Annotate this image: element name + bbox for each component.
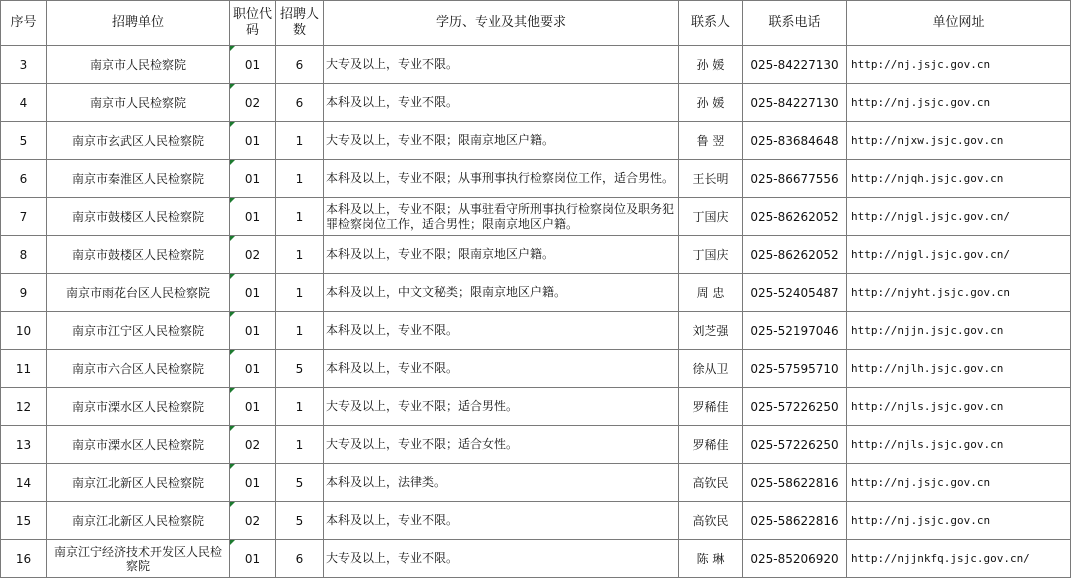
cell-contact[interactable]: 高钦民 xyxy=(679,464,743,502)
table-row xyxy=(1,426,1071,464)
cell-count[interactable]: 5 xyxy=(276,350,324,388)
cell-org[interactable]: 南京江北新区人民检察院 xyxy=(47,502,230,540)
cell-count[interactable]: 1 xyxy=(276,274,324,312)
text-number-marker xyxy=(230,198,235,203)
table-row xyxy=(1,388,1071,426)
cell-url[interactable]: http://njqh.jsjc.gov.cn xyxy=(847,160,1071,198)
cell-req[interactable]: 大专及以上，专业不限。 xyxy=(324,46,679,84)
cell-org[interactable]: 南京市秦淮区人民检察院 xyxy=(47,160,230,198)
table-row xyxy=(1,46,1071,84)
cell-req[interactable]: 大专及以上，专业不限。 xyxy=(324,540,679,578)
cell-code-text: 01 xyxy=(244,133,261,148)
cell-code-text: 01 xyxy=(244,399,261,414)
cell-org[interactable]: 南京市玄武区人民检察院 xyxy=(47,122,230,160)
cell-code-text: 01 xyxy=(244,361,261,376)
cell-code-text: 02 xyxy=(244,437,261,452)
cell-org[interactable]: 南京市人民检察院 xyxy=(47,84,230,122)
cell-code[interactable] xyxy=(230,426,276,464)
cell-seq[interactable]: 3 xyxy=(1,46,47,84)
cell-code[interactable] xyxy=(230,198,276,236)
text-number-marker xyxy=(230,350,235,355)
header-org: 招聘单位 xyxy=(47,1,230,46)
cell-code[interactable] xyxy=(230,84,276,122)
cell-seq[interactable]: 16 xyxy=(1,540,47,578)
cell-req[interactable]: 本科及以上，法律类。 xyxy=(324,464,679,502)
header-code: 职位代码 xyxy=(230,1,276,46)
cell-seq[interactable]: 10 xyxy=(1,312,47,350)
cell-url[interactable]: http://nj.jsjc.gov.cn xyxy=(847,46,1071,84)
cell-url[interactable]: http://njjnkfq.jsjc.gov.cn/ xyxy=(847,540,1071,578)
cell-phone[interactable]: 025-57595710 xyxy=(743,350,847,388)
cell-url[interactable]: http://njjn.jsjc.gov.cn xyxy=(847,312,1071,350)
cell-phone[interactable]: 025-85206920 xyxy=(743,540,847,578)
cell-req[interactable]: 本科及以上，专业不限。 xyxy=(324,84,679,122)
header-row xyxy=(1,1,1071,46)
text-number-marker xyxy=(230,160,235,165)
header-contact: 联系人 xyxy=(679,1,743,46)
cell-contact[interactable]: 丁国庆 xyxy=(679,198,743,236)
cell-org[interactable]: 南京市人民检察院 xyxy=(47,46,230,84)
cell-seq[interactable]: 9 xyxy=(1,274,47,312)
cell-contact[interactable]: 罗稀佳 xyxy=(679,388,743,426)
cell-contact[interactable]: 陈 琳 xyxy=(679,540,743,578)
cell-code-text: 02 xyxy=(244,95,261,110)
table-row xyxy=(1,350,1071,388)
table-row xyxy=(1,122,1071,160)
cell-org[interactable]: 南京市鼓楼区人民检察院 xyxy=(47,198,230,236)
cell-contact[interactable]: 高钦民 xyxy=(679,502,743,540)
cell-req[interactable]: 本科及以上，专业不限；从事驻看守所刑事执行检察岗位及职务犯罪检察岗位工作，适合男性；限南京地区户籍。 xyxy=(324,198,679,236)
cell-code-text: 01 xyxy=(244,475,261,490)
text-number-marker xyxy=(230,464,235,469)
cell-contact[interactable]: 王长明 xyxy=(679,160,743,198)
cell-org[interactable]: 南京市溧水区人民检察院 xyxy=(47,388,230,426)
cell-org[interactable]: 南京江宁经济技术开发区人民检察院 xyxy=(47,540,230,578)
cell-contact[interactable]: 鲁 翌 xyxy=(679,122,743,160)
header-seq: 序号 xyxy=(1,1,47,46)
cell-code-text: 01 xyxy=(244,551,261,566)
cell-url[interactable]: http://njls.jsjc.gov.cn xyxy=(847,388,1071,426)
cell-req[interactable]: 大专及以上，专业不限；适合男性。 xyxy=(324,388,679,426)
cell-phone[interactable]: 025-58622816 xyxy=(743,464,847,502)
text-number-marker xyxy=(230,46,235,51)
cell-code[interactable] xyxy=(230,160,276,198)
cell-count[interactable]: 1 xyxy=(276,160,324,198)
cell-count[interactable]: 1 xyxy=(276,122,324,160)
header-phone: 联系电话 xyxy=(743,1,847,46)
text-number-marker xyxy=(230,502,235,507)
cell-count[interactable]: 6 xyxy=(276,46,324,84)
cell-code-text: 01 xyxy=(244,285,261,300)
table-row xyxy=(1,160,1071,198)
cell-url[interactable]: http://njgl.jsjc.gov.cn/ xyxy=(847,198,1071,236)
cell-code-text: 02 xyxy=(244,247,261,262)
text-number-marker xyxy=(230,312,235,317)
cell-count[interactable]: 1 xyxy=(276,198,324,236)
cell-phone[interactable]: 025-86262052 xyxy=(743,198,847,236)
cell-code[interactable] xyxy=(230,312,276,350)
cell-org[interactable]: 南京市江宁区人民检察院 xyxy=(47,312,230,350)
cell-phone[interactable]: 025-84227130 xyxy=(743,46,847,84)
cell-code[interactable] xyxy=(230,236,276,274)
cell-seq[interactable]: 11 xyxy=(1,350,47,388)
cell-code-text: 01 xyxy=(244,209,261,224)
cell-url[interactable]: http://njyht.jsjc.gov.cn xyxy=(847,274,1071,312)
cell-seq[interactable]: 5 xyxy=(1,122,47,160)
text-number-marker xyxy=(230,84,235,89)
cell-seq[interactable]: 6 xyxy=(1,160,47,198)
cell-req[interactable]: 本科及以上，中文文秘类；限南京地区户籍。 xyxy=(324,274,679,312)
table-row xyxy=(1,540,1071,578)
cell-code-text: 01 xyxy=(244,323,261,338)
table-row xyxy=(1,464,1071,502)
cell-req[interactable]: 大专及以上，专业不限；限南京地区户籍。 xyxy=(324,122,679,160)
cell-req[interactable]: 本科及以上，专业不限；限南京地区户籍。 xyxy=(324,236,679,274)
cell-code[interactable] xyxy=(230,540,276,578)
cell-phone[interactable]: 025-84227130 xyxy=(743,84,847,122)
table-row xyxy=(1,274,1071,312)
cell-seq[interactable]: 7 xyxy=(1,198,47,236)
table-row xyxy=(1,84,1071,122)
text-number-marker xyxy=(230,388,235,393)
cell-url[interactable]: http://nj.jsjc.gov.cn xyxy=(847,464,1071,502)
cell-contact[interactable]: 徐从卫 xyxy=(679,350,743,388)
cell-count[interactable]: 5 xyxy=(276,464,324,502)
cell-req[interactable]: 大专及以上，专业不限；适合女性。 xyxy=(324,426,679,464)
cell-org[interactable]: 南京市溧水区人民检察院 xyxy=(47,426,230,464)
cell-count[interactable]: 1 xyxy=(276,388,324,426)
cell-count[interactable]: 1 xyxy=(276,236,324,274)
cell-code[interactable] xyxy=(230,122,276,160)
text-number-marker xyxy=(230,236,235,241)
cell-phone[interactable]: 025-57226250 xyxy=(743,426,847,464)
cell-code[interactable] xyxy=(230,464,276,502)
table-row xyxy=(1,198,1071,236)
cell-code[interactable] xyxy=(230,274,276,312)
cell-seq[interactable]: 15 xyxy=(1,502,47,540)
cell-count[interactable]: 5 xyxy=(276,502,324,540)
text-number-marker xyxy=(230,426,235,431)
cell-org[interactable]: 南京市六合区人民检察院 xyxy=(47,350,230,388)
text-number-marker xyxy=(230,122,235,127)
cell-url[interactable]: http://njgl.jsjc.gov.cn/ xyxy=(847,236,1071,274)
cell-code-text: 01 xyxy=(244,171,261,186)
cell-org[interactable]: 南京市雨花台区人民检察院 xyxy=(47,274,230,312)
cell-phone[interactable]: 025-86262052 xyxy=(743,236,847,274)
cell-count[interactable]: 1 xyxy=(276,426,324,464)
header-url: 单位网址 xyxy=(847,1,1071,46)
cell-req[interactable]: 本科及以上，专业不限。 xyxy=(324,312,679,350)
header-req: 学历、专业及其他要求 xyxy=(324,1,679,46)
table-row xyxy=(1,236,1071,274)
cell-phone[interactable]: 025-52197046 xyxy=(743,312,847,350)
cell-seq[interactable]: 12 xyxy=(1,388,47,426)
cell-url[interactable]: http://njxw.jsjc.gov.cn xyxy=(847,122,1071,160)
cell-org[interactable]: 南京江北新区人民检察院 xyxy=(47,464,230,502)
cell-phone[interactable]: 025-86677556 xyxy=(743,160,847,198)
table-row xyxy=(1,312,1071,350)
cell-phone[interactable]: 025-57226250 xyxy=(743,388,847,426)
cell-code[interactable] xyxy=(230,350,276,388)
cell-seq[interactable]: 4 xyxy=(1,84,47,122)
cell-code-text: 01 xyxy=(244,57,261,72)
cell-contact[interactable]: 周 忠 xyxy=(679,274,743,312)
cell-count[interactable]: 6 xyxy=(276,540,324,578)
cell-url[interactable]: http://nj.jsjc.gov.cn xyxy=(847,84,1071,122)
cell-code[interactable] xyxy=(230,502,276,540)
cell-contact[interactable]: 丁国庆 xyxy=(679,236,743,274)
cell-org[interactable]: 南京市鼓楼区人民检察院 xyxy=(47,236,230,274)
cell-count[interactable]: 1 xyxy=(276,312,324,350)
cell-url[interactable]: http://njlh.jsjc.gov.cn xyxy=(847,350,1071,388)
cell-req[interactable]: 本科及以上，专业不限；从事刑事执行检察岗位工作，适合男性。 xyxy=(324,160,679,198)
cell-seq[interactable]: 8 xyxy=(1,236,47,274)
cell-contact[interactable]: 刘芝强 xyxy=(679,312,743,350)
cell-count[interactable]: 6 xyxy=(276,84,324,122)
cell-phone[interactable]: 025-58622816 xyxy=(743,502,847,540)
cell-phone[interactable]: 025-83684648 xyxy=(743,122,847,160)
cell-contact[interactable]: 孙 媛 xyxy=(679,46,743,84)
header-count: 招聘人数 xyxy=(276,1,324,46)
cell-phone[interactable]: 025-52405487 xyxy=(743,274,847,312)
cell-req[interactable]: 本科及以上，专业不限。 xyxy=(324,502,679,540)
cell-contact[interactable]: 孙 媛 xyxy=(679,84,743,122)
cell-code-text: 02 xyxy=(244,513,261,528)
text-number-marker xyxy=(230,540,235,545)
cell-code[interactable] xyxy=(230,46,276,84)
text-number-marker xyxy=(230,274,235,279)
cell-seq[interactable]: 14 xyxy=(1,464,47,502)
table-row xyxy=(1,502,1071,540)
cell-seq[interactable]: 13 xyxy=(1,426,47,464)
cell-url[interactable]: http://nj.jsjc.gov.cn xyxy=(847,502,1071,540)
cell-contact[interactable]: 罗稀佳 xyxy=(679,426,743,464)
cell-req[interactable]: 本科及以上，专业不限。 xyxy=(324,350,679,388)
cell-url[interactable]: http://njls.jsjc.gov.cn xyxy=(847,426,1071,464)
cell-code[interactable] xyxy=(230,388,276,426)
